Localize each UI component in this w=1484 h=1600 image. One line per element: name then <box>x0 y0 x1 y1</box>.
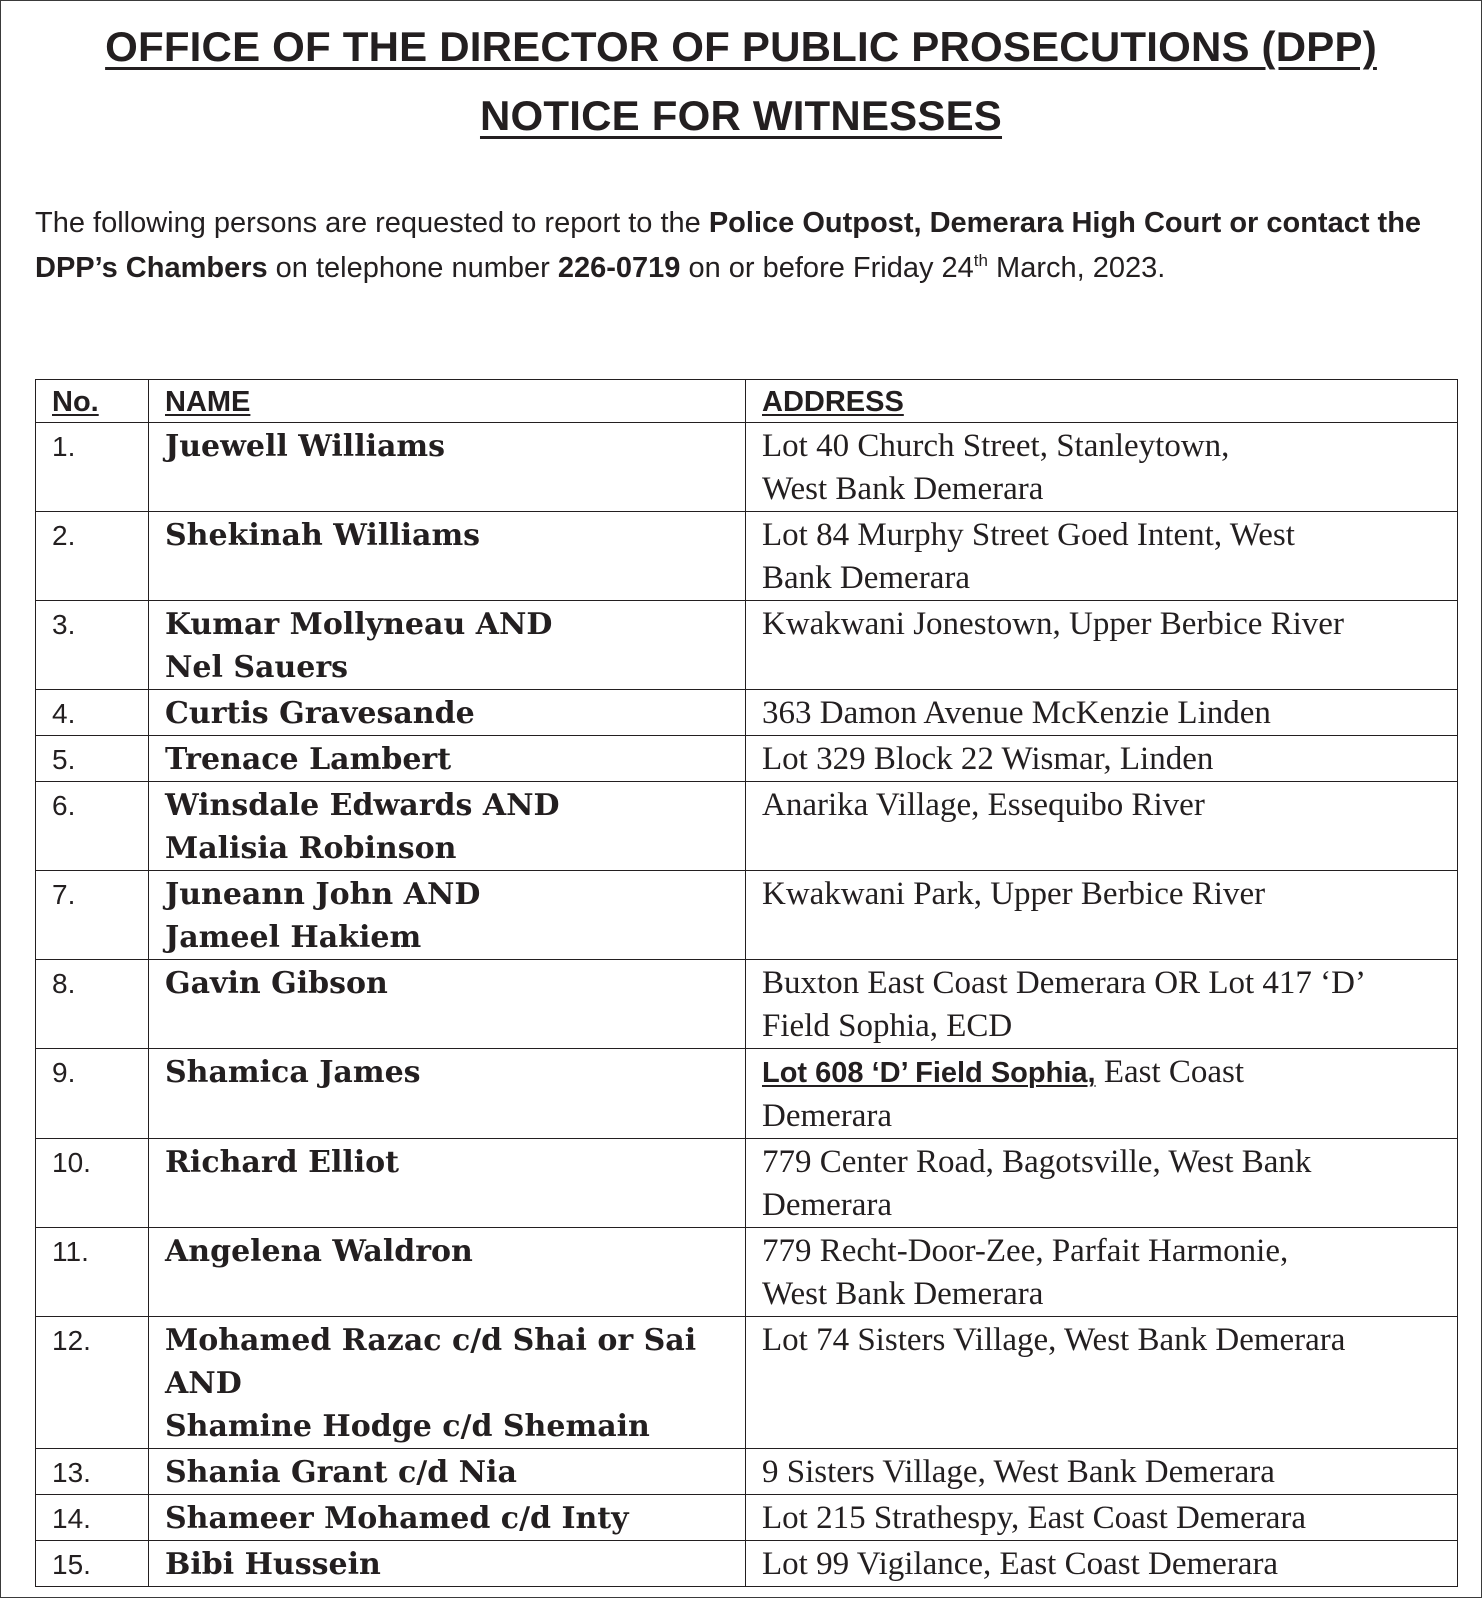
witness-name-line: Juneann John AND <box>165 877 481 912</box>
witness-address <box>746 423 1458 512</box>
address-line: 779 Center Road, Bagotsville, West Bank <box>762 1144 1312 1180</box>
intro-paragraph <box>35 201 1445 291</box>
witness-address <box>746 871 1458 960</box>
witness-name-line: Mohamed Razac c/d Shai or Sai <box>165 1323 697 1358</box>
intro-phone: 226-0719 <box>557 252 681 284</box>
witness-address <box>746 1541 1458 1587</box>
row-number: 4. <box>36 690 149 736</box>
address-line: Anarika Village, Essequibo River <box>762 787 1205 823</box>
witness-name-line: Winsdale Edwards AND <box>165 788 560 823</box>
witness-name-line: AND <box>165 1366 242 1401</box>
witness-name-line: Angelena Waldron <box>165 1234 473 1269</box>
witness-name <box>149 1449 746 1495</box>
address-emphasis: Lot 608 ‘D’ Field Sophia, <box>762 1057 1096 1089</box>
witness-name <box>149 1049 746 1139</box>
header-address <box>746 380 1458 423</box>
table-row <box>36 1139 1458 1228</box>
witness-name-line: Shania Grant c/d Nia <box>165 1455 517 1490</box>
table-row <box>36 690 1458 736</box>
witness-name <box>149 736 746 782</box>
address-line: West Bank Demerara <box>762 1276 1044 1312</box>
witness-name-line: Shekinah Williams <box>165 518 481 553</box>
address-line: 779 Recht-Door-Zee, Parfait Harmonie, <box>762 1233 1289 1269</box>
page-subtitle: NOTICE FOR WITNESSES <box>479 92 1003 139</box>
address-line: 9 Sisters Village, West Bank Demerara <box>762 1454 1275 1490</box>
witness-address <box>746 690 1458 736</box>
witness-name <box>149 1139 746 1228</box>
table-row <box>36 782 1458 871</box>
witness-name <box>149 512 746 601</box>
witness-name-line: Curtis Gravesande <box>165 696 475 731</box>
address-line: Bank Demerara <box>762 560 970 596</box>
intro-date-suffix: th <box>973 251 988 270</box>
witness-name-line: Jameel Hakiem <box>165 920 422 955</box>
witness-name-line: Gavin Gibson <box>165 966 388 1001</box>
witness-address <box>746 1228 1458 1317</box>
witness-name <box>149 871 746 960</box>
witness-address <box>746 1317 1458 1449</box>
page-title: OFFICE OF THE DIRECTOR OF PUBLIC PROSECUTIONS (DPP) <box>105 23 1377 70</box>
table-row <box>36 1449 1458 1495</box>
address-line: Demerara <box>762 1098 893 1134</box>
address-line-rest: East Coast <box>1095 1054 1245 1090</box>
witness-name-line: Shameer Mohamed c/d Inty <box>165 1501 629 1536</box>
witness-address <box>746 1449 1458 1495</box>
row-number: 8. <box>36 960 149 1049</box>
witness-name <box>149 1541 746 1587</box>
witness-name-line: Shamine Hodge c/d Shemain <box>165 1409 650 1444</box>
witness-name <box>149 782 746 871</box>
intro-text-3: on or before Friday 24 <box>680 252 974 284</box>
intro-text-2: on telephone number <box>267 252 558 284</box>
address-line: Field Sophia, ECD <box>762 1008 1013 1044</box>
table-row <box>36 1228 1458 1317</box>
witness-name-line: Trenace Lambert <box>165 742 452 777</box>
header-address-label: ADDRESS <box>762 386 904 418</box>
row-number: 7. <box>36 871 149 960</box>
witness-name <box>149 960 746 1049</box>
table-row <box>36 512 1458 601</box>
header-no-label: No. <box>52 386 99 418</box>
witness-table <box>35 379 1458 1587</box>
row-number: 13. <box>36 1449 149 1495</box>
row-number: 12. <box>36 1317 149 1449</box>
row-number: 11. <box>36 1228 149 1317</box>
row-number: 2. <box>36 512 149 601</box>
address-line: Demerara <box>762 1187 893 1223</box>
address-line: Lot 40 Church Street, Stanleytown, <box>762 428 1230 464</box>
table-row <box>36 1495 1458 1541</box>
table-row <box>36 1317 1458 1449</box>
table-row <box>36 736 1458 782</box>
witness-address <box>746 736 1458 782</box>
witness-name-line: Nel Sauers <box>165 650 349 685</box>
address-line: Buxton East Coast Demerara OR Lot 417 ‘D’ <box>762 965 1366 1001</box>
witness-address <box>746 960 1458 1049</box>
address-line: Lot 74 Sisters Village, West Bank Demerara <box>762 1322 1346 1358</box>
witness-name-line: Bibi Hussein <box>165 1547 381 1582</box>
address-line <box>762 1051 1457 1095</box>
witness-address <box>746 1495 1458 1541</box>
address-line: Lot 99 Vigilance, East Coast Demerara <box>762 1546 1279 1582</box>
witness-name <box>149 1228 746 1317</box>
row-number: 14. <box>36 1495 149 1541</box>
address-line: Kwakwani Jonestown, Upper Berbice River <box>762 606 1344 642</box>
table-row <box>36 871 1458 960</box>
header-no <box>36 380 149 423</box>
row-number: 10. <box>36 1139 149 1228</box>
witness-address <box>746 601 1458 690</box>
witness-name-line: Juewell Williams <box>165 429 446 464</box>
witness-address <box>746 512 1458 601</box>
witness-name <box>149 690 746 736</box>
row-number: 5. <box>36 736 149 782</box>
table-row <box>36 423 1458 512</box>
witness-address <box>746 1139 1458 1228</box>
address-line: Lot 84 Murphy Street Goed Intent, West <box>762 517 1295 553</box>
table-row <box>36 960 1458 1049</box>
table-row <box>36 601 1458 690</box>
table-header-row <box>36 380 1458 423</box>
address-line: 363 Damon Avenue McKenzie Linden <box>762 695 1271 731</box>
witness-name-line: Malisia Robinson <box>165 831 457 866</box>
address-line: West Bank Demerara <box>762 471 1044 507</box>
witness-name-line: Kumar Mollyneau AND <box>165 607 553 642</box>
address-line: Kwakwani Park, Upper Berbice River <box>762 876 1266 912</box>
header-name <box>149 380 746 423</box>
witness-address <box>746 1049 1458 1139</box>
witness-address <box>746 782 1458 871</box>
table-row <box>36 1541 1458 1587</box>
row-number: 1. <box>36 423 149 512</box>
witness-name <box>149 1495 746 1541</box>
row-number: 6. <box>36 782 149 871</box>
witness-name-line: Shamica James <box>165 1055 421 1090</box>
row-number: 15. <box>36 1541 149 1587</box>
intro-location: Police Outpost, Demerara High Court or contact the DPP’s Chambers <box>35 207 1422 284</box>
table-row <box>36 1049 1458 1139</box>
witness-name <box>149 423 746 512</box>
address-line: Lot 329 Block 22 Wismar, Linden <box>762 741 1214 777</box>
witness-name <box>149 1317 746 1449</box>
intro-text-4: March, 2023. <box>987 252 1166 284</box>
witness-name-line: Richard Elliot <box>165 1145 399 1180</box>
header-name-label: NAME <box>165 386 251 418</box>
row-number: 3. <box>36 601 149 690</box>
row-number: 9. <box>36 1049 149 1139</box>
address-line: Lot 215 Strathespy, East Coast Demerara <box>762 1500 1307 1536</box>
witness-name <box>149 601 746 690</box>
intro-text-1: The following persons are requested to report to the <box>35 207 709 239</box>
